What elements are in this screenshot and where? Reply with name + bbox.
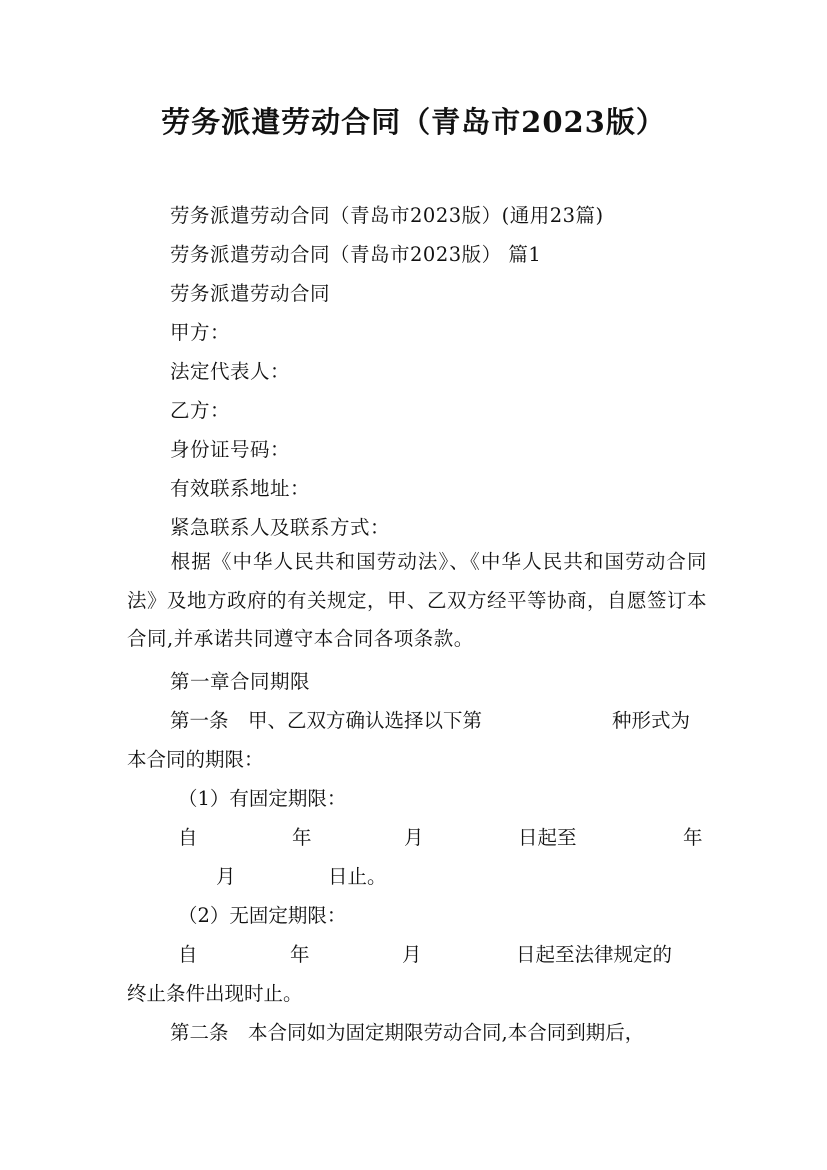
article-1-form: 种形式为	[612, 709, 691, 732]
legal-rep-label: 法定代表人：	[170, 360, 291, 383]
chapter-1-heading: 第一章合同期限	[170, 670, 311, 693]
party-b-label: 乙方：	[170, 399, 231, 422]
address-label: 有效联系地址：	[170, 477, 311, 500]
id-number-label: 身份证号码：	[170, 438, 291, 461]
option-2-label: （2）无固定期限：	[178, 904, 347, 927]
section-heading: 劳务派遣劳动合同（青岛市2023版） 篇1	[170, 243, 542, 266]
option-1-label: （1）有固定期限：	[178, 787, 347, 810]
option-1-year-end: 年	[683, 826, 703, 849]
document-title: 劳务派遣劳动合同（青岛市2023版）	[161, 105, 666, 139]
preamble-paragraph	[127, 543, 707, 659]
option-1-year-start: 年	[292, 826, 312, 849]
option-2-month: 月	[402, 943, 422, 966]
option-1-month-start: 月	[404, 826, 424, 849]
option-2-year: 年	[290, 943, 310, 966]
contract-name: 劳务派遣劳动合同	[170, 282, 331, 305]
option-2-from: 自	[178, 943, 198, 966]
article-1-continuation: 本合同的期限：	[127, 748, 264, 771]
option-1-month-end: 月	[216, 865, 236, 888]
emergency-contact-label: 紧急联系人及联系方式：	[170, 516, 391, 539]
option-1-end: 日止。	[328, 865, 387, 888]
option-2-day-to: 日起至法律规定的	[516, 943, 673, 966]
option-1-from: 自	[178, 826, 198, 849]
option-1-day-to: 日起至	[518, 826, 577, 849]
article-1-text: 第一条 甲、乙双方确认选择以下第	[170, 709, 483, 732]
document-subtitle: 劳务派遣劳动合同（青岛市2023版）(通用23篇)	[170, 204, 604, 227]
article-2-text: 第二条 本合同如为固定期限劳动合同,本合同到期后，	[170, 1021, 645, 1044]
party-a-label: 甲方：	[170, 321, 231, 344]
option-2-end: 终止条件出现时止。	[127, 982, 303, 1005]
preamble-text: 根据《中华人民共和国劳动法》、《中华人民共和国劳动合同法》及地方政府的有关规定，甲、乙双方经平等协商，自愿签订本合同,并承诺共同遵守本合同各项条款。	[127, 550, 708, 650]
